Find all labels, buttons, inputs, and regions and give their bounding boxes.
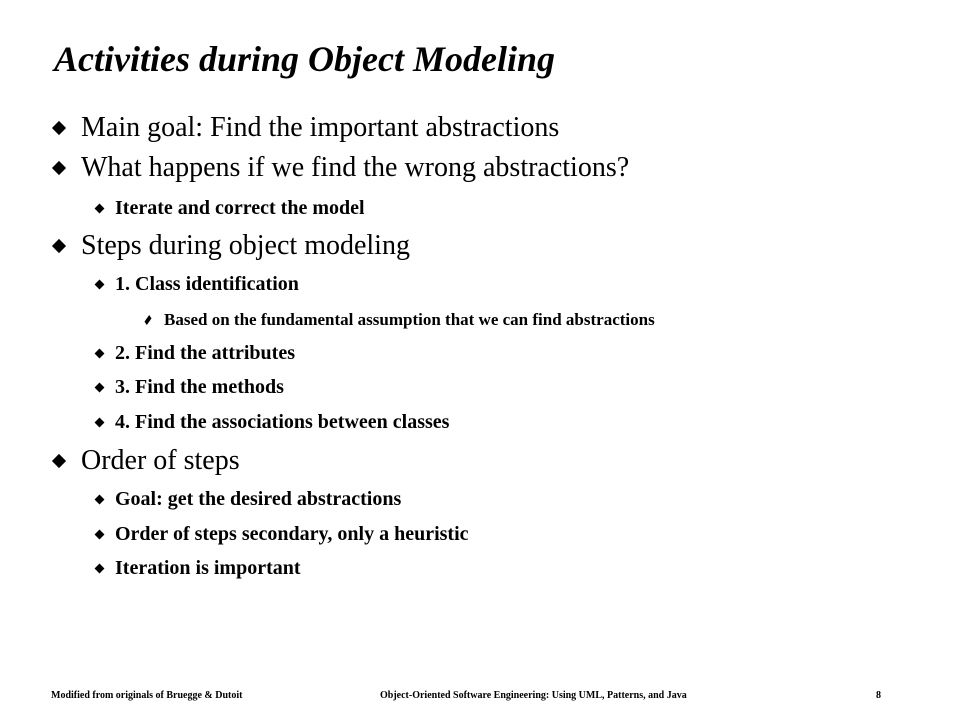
sub-bullet-iterate: [96, 197, 365, 220]
diamond-bullet-icon: [95, 564, 105, 574]
sub-bullet-methods: [96, 376, 284, 399]
diamond-bullet-icon: [95, 418, 105, 428]
diamond-bullet-icon: [95, 530, 105, 540]
sub-bullet-associations: [96, 411, 449, 434]
diamond-bullet-icon: [52, 454, 66, 468]
bullet-main-goal: [51, 112, 559, 144]
diamond-bullet-icon: [52, 161, 66, 175]
diamond-bullet-icon: [145, 315, 152, 325]
diamond-bullet-icon: [52, 239, 66, 253]
bullet-text: 1. Class identification: [115, 273, 299, 295]
diamond-bullet-icon: [95, 349, 105, 359]
bullet-text: 3. Find the methods: [115, 376, 284, 398]
bullet-text: Goal: get the desired abstractions: [115, 488, 402, 510]
bullet-text: 2. Find the attributes: [115, 342, 295, 364]
diamond-bullet-icon: [52, 121, 66, 135]
footer-page-number: 8: [876, 690, 881, 701]
footer-credit: Modified from originals of Bruegge & Dutoit: [51, 690, 243, 701]
bullet-text: Iterate and correct the model: [115, 197, 365, 219]
bullet-text: Main goal: Find the important abstractions: [81, 112, 560, 143]
footer-book-title: Object-Oriented Software Engineering: Using UML, Patterns, and Java: [380, 690, 687, 701]
diamond-bullet-icon: [95, 495, 105, 505]
bullet-steps: [51, 230, 410, 262]
diamond-bullet-icon: [95, 383, 105, 393]
bullet-text: What happens if we find the wrong abstractions?: [81, 152, 630, 183]
diamond-bullet-icon: [95, 280, 105, 290]
sub-bullet-goal: [96, 488, 401, 511]
bullet-text: 4. Find the associations between classes: [115, 411, 450, 433]
sub-bullet-attributes: [96, 342, 295, 365]
bullet-order-of-steps: [51, 445, 240, 477]
bullet-text: Order of steps: [81, 445, 240, 476]
sub-bullet-class-identification: [96, 273, 299, 296]
bullet-text: Iteration is important: [115, 557, 301, 579]
bullet-text: Steps during object modeling: [81, 230, 410, 261]
sub-bullet-secondary: [96, 523, 469, 546]
bullet-text: Based on the fundamental assumption that we can find abstractions: [164, 310, 655, 329]
bullet-text: Order of steps secondary, only a heuristic: [115, 523, 469, 545]
bullet-wrong-abstractions: [51, 152, 629, 184]
sub-bullet-iteration: [96, 557, 301, 580]
sub-sub-bullet-assumption: [144, 310, 655, 330]
diamond-bullet-icon: [95, 204, 105, 214]
slide-title: Activities during Object Modeling: [54, 39, 555, 79]
